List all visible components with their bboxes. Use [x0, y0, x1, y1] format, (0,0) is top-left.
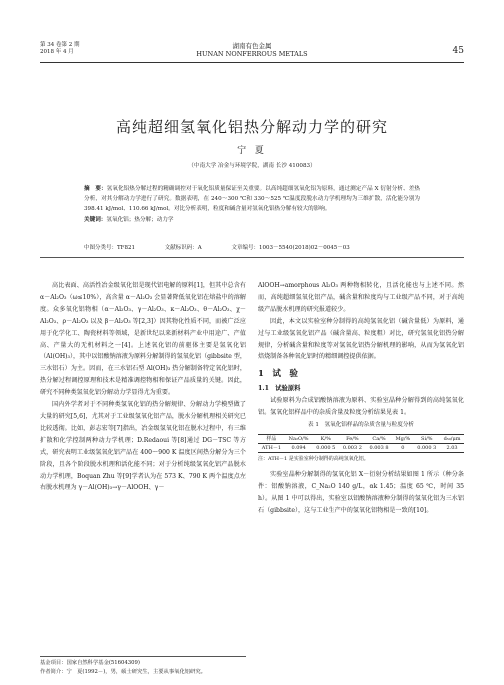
- article-number: 文章编号：1003－5540(2018)02－0045－03: [231, 245, 350, 251]
- journal-name-cn: 湖南有色金属: [232, 42, 272, 50]
- table-cell: 0.094: [291, 444, 306, 451]
- table-cell: 0.003 8: [369, 444, 389, 451]
- intro-paragraph-4: 因此，本文以实验室种分制得的高纯氢氧化铝（碱含量低）为原料，通过与工业级氢氧化铝产品（碱含量高、粒度粗）对比，研究氢氧化铝热分解规律，分析碱含量和粒度等对氢氧化铝热分解机理的影响，从而为氢氧化铝焙烧制备各种氧化铝时的精细调控提供依据。: [258, 317, 464, 361]
- table-header-cell: 样品: [266, 435, 277, 442]
- table-header-cell: Ca/%: [372, 435, 386, 442]
- running-header: [40, 42, 464, 63]
- author-affiliation: （中南大学 冶金与环境学院，湖南 长沙 410083）: [188, 163, 316, 169]
- classification-line: [84, 243, 420, 251]
- subsection-heading-materials: 1.1 试验原料: [258, 385, 301, 393]
- table-header-cell: d₅₀/μm: [443, 435, 461, 442]
- left-column: [40, 280, 246, 494]
- table-cell: 0.000 5: [316, 444, 336, 451]
- document-code: 文献标识码：A: [164, 245, 202, 251]
- keywords-label: 关键词：: [84, 216, 107, 223]
- abstract-block: [84, 184, 420, 225]
- table-header-cell: Na₂O/%: [288, 435, 309, 442]
- section-heading-experiment: 1 试 验: [258, 369, 298, 380]
- impurity-table: [258, 434, 464, 453]
- intro-paragraph-3: AlOOH→amorphous Al₂O₃ 两种物相转化，且活化能也与上述不同。然而，高纯超细氢氧化铝产品，碱含量和粒度均与工业级产品不同，对于高纯级产品脱水机理的研究报道较少。: [258, 282, 464, 313]
- fund-info: 基金项目：国家自然科学基金(51604309): [40, 660, 140, 666]
- table-caption: 表 1 氢氧化铝样品的杂质含量与粒度分析: [307, 421, 415, 428]
- footnote: [40, 656, 246, 677]
- abstract-divider: [40, 257, 464, 258]
- xrd-paragraph: 实验室晶种分解制得的氢氧化铝 X－衍射分析结果如图 1 所示（种分条件：铝酸钠溶液，C_Na₂O 140 g/L，αk 1.45；温度 65 ℃，时间 35 h）。从图 1 中可以得出，实验室以铝酸钠溶液种分制得的氢氧化铝为三水铝石（gibbsite），这与工业生产中的氢氧化铝物相是一致的[10]。: [258, 470, 464, 514]
- table-cell: ATH－1: [261, 444, 281, 451]
- table-header-row: [258, 434, 464, 443]
- issue-date: 2018 年 4 月: [40, 49, 74, 55]
- right-column: [258, 280, 464, 516]
- keywords-text: 氢氧化铝；热分解；动力学: [106, 216, 174, 223]
- clc-number: 中图分类号：TF821: [84, 245, 135, 251]
- table-cell: 0.003 2: [342, 444, 362, 451]
- abstract-label: 摘 要：: [84, 186, 107, 192]
- table-row: [258, 443, 464, 452]
- abstract-text: 氢氧化铝热分解过程的精确调控对于氧化铝质量保证至关重要。以高纯超细氢氧化铝为原料，通过测定产品 X 衍射分析、差热分析，对其分解动力学进行了研究。数据表明，在 240～300 ℃和 330～525 ℃温度段脱水动力学机理均为三维扩散，活化能分别为 398.41 kJ/mol、110.66 kJ/mol。对比分析表明，粒度和碱含量对氢氧化铝热分解有较大的影响。: [84, 186, 420, 213]
- table-cell: 0: [401, 444, 405, 451]
- materials-paragraph: 试验原料为合成铝酸钠溶液为原料、实验室晶种分解得到的高纯氢氧化铝。氢氧化铝样品中的杂质含量及粒度分析结果见表 1。: [258, 397, 464, 417]
- author-name: 宁 夏: [237, 146, 267, 156]
- table-cell: 2.03: [446, 444, 458, 451]
- table-header-cell: K/%: [320, 435, 331, 442]
- journal-name-en: HUNAN NONFERROUS METALS: [196, 50, 308, 58]
- journal-name: [40, 42, 464, 58]
- table-header-cell: Fe/%: [346, 435, 359, 442]
- table-cell: 0.000 3: [417, 444, 437, 451]
- page-number: 45: [452, 46, 464, 56]
- author-bio: 作者简介：宁 夏(1992－)，男，硕士研究生，主要从事氧化铝研究。: [40, 669, 206, 675]
- paper-title: 高纯超细氢氧化铝热分解动力学的研究: [115, 118, 388, 136]
- intro-paragraph-2: 国内外学者对于不同种类氢氧化铝的热分解规律、分解动力学模型做了大量的研究[5,6]，尤其对于工业级氢氧化铝产品，脱水分解机理相关研究已比较透彻。比如，彭志宏等[7]指出，冶金级氢氧化铝在脱水过程中，有三维扩散和化学控制两种动力学机理；D.Redaoui 等[8]通过 DG－TSC 等方式，研究表明工业级氢氧化铝产品在 400～900 K 温度区间热分解分为三个阶段，且各个阶段脱水机理和活化能不同；对于分析纯级氢氧化铝产品脱水动力学机理，Boquan Zhu 等[9]学者认为在 573 K、790 K 两个温度点左右脱水机理为 γ－Al(OH)₃→γ－AlOOH、γ－: [40, 401, 246, 492]
- volume-number: 第 34 卷第 2 期: [40, 42, 80, 48]
- table-note: 注：ATH－1 是实验室种分制得的高纯氢氧化铝。: [258, 455, 369, 462]
- table-header-cell: Si/%: [421, 435, 433, 442]
- intro-paragraph-1: 高比表面、高活性冶金级氧化铝是现代铝电解的原料[1]，但其中总含有 α－Al₂O₃（ω≤10%），高含量 α－Al₂O₃ 会显著降低氧化铝在熔盐中的溶解度。众多氧化铝物相（α－Al₂O₃、γ－Al₂O₃、κ－Al₂O₃、θ－Al₂O₃、χ－Al₂O₃、ρ－Al₂O₃ 以及 β－Al₂O₃ 等[2,3]）因其物化性质不同，而被广泛应用于化学化工、陶瓷材料等领域，是新世纪以来新材料产业中用途广、产值高、产量大的无机材料之一[4]。上述氧化铝的前驱体主要是氢氧化铝（Al(OH)₃），其中以铝酸钠溶液为原料分解制得的氢氧化铝（gibbsite 型，三水铝石）为主。因而，在三水铝石型 Al(OH)₃ 热分解制备特定氧化铝时，热分解过程调控原理和技术是精准调控物相和保证产品质量的关键。因此，研究不同种类氢氧化铝分解动力学显得尤为重要。: [40, 282, 246, 397]
- table-header-cell: Mg/%: [395, 435, 411, 442]
